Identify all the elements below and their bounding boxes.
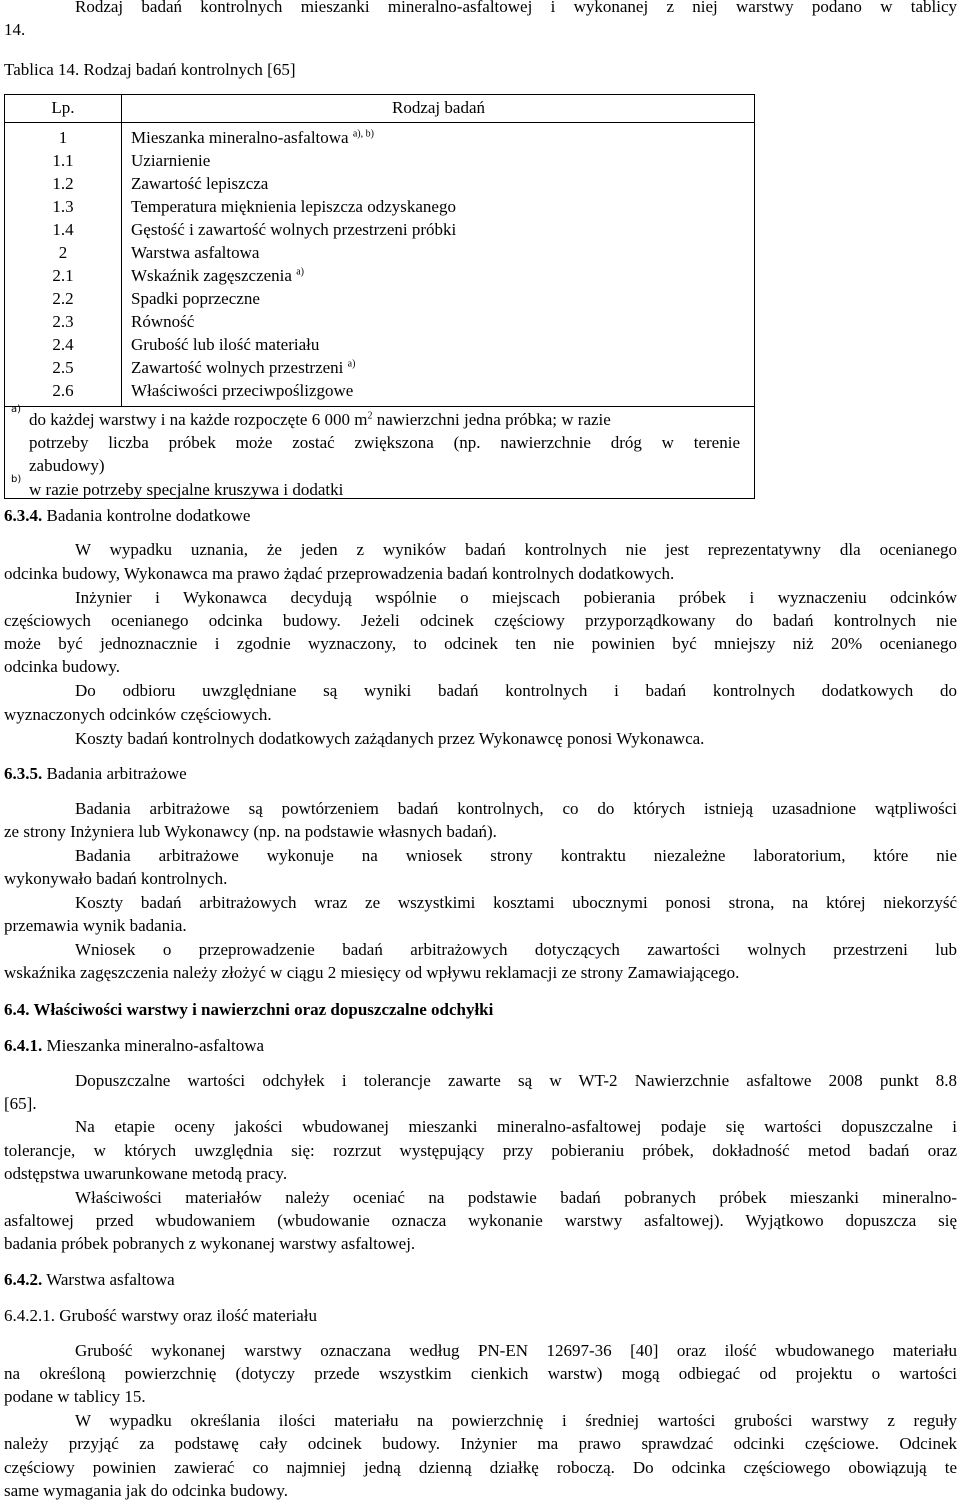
s641-p3-line-1: Właściwości materiałów należy oceniać na podstawie badań pobranych próbek mieszanki mineralno- bbox=[75, 1188, 957, 1207]
table-row-footnote-mark: a) bbox=[296, 266, 304, 278]
table-row-test-name bbox=[131, 335, 319, 355]
table-row-lp: 2.3 bbox=[52, 312, 74, 331]
s642-p2-line-4: same wymagania jak do odcinka budowy. bbox=[4, 1481, 289, 1500]
note-b-mark: b) bbox=[11, 474, 22, 485]
table-caption: Tablica 14. Rodzaj badań kontrolnych [65] bbox=[4, 60, 296, 79]
section-6-3-5-heading: 6.3.5. Badania arbitrażowe bbox=[4, 764, 187, 783]
table-row-test-name bbox=[131, 243, 259, 263]
s642-p1-line-2: na określoną powierzchnię (dotyczy przede wszystkim cienkich warstw) mogą odbiegać od projektu o wartości bbox=[4, 1364, 957, 1383]
s642-p2-line-1: W wypadku określania ilości materiału na powierzchnię i średniej wartości grubości warstwy z reguły bbox=[75, 1411, 957, 1430]
table-row-lp: 1.2 bbox=[52, 174, 74, 193]
s641-p2-line-2: tolerancje, w których uwzględnia się: rozrzut występujący przy pobieraniu próbek, dokładność metod badań oraz bbox=[4, 1141, 957, 1160]
s635-p4-line-2: wskaźnika zagęszczenia należy złożyć w ciągu 2 miesięcy od wpływu reklamacji ze strony Zamawiającego. bbox=[4, 963, 740, 982]
table-row-test-name-text: Grubość lub ilość materiału bbox=[131, 335, 320, 354]
table-column-divider bbox=[121, 95, 122, 406]
s641-p2-line-3: odstępstwa uwarunkowane metodą pracy. bbox=[4, 1164, 288, 1183]
s635-p4-line-1: Wniosek o przeprowadzenie badań arbitrażowych dotyczących zawartości wolnych przestrzeni lub bbox=[75, 940, 957, 959]
table-row-test-name-text: Spadki poprzeczne bbox=[131, 289, 260, 308]
table-row-test-name-text: Temperatura mięknienia lepiszcza odzyskanego bbox=[131, 197, 456, 216]
s642-p1-line-3: podane w tablicy 15. bbox=[4, 1387, 146, 1406]
section-6-4-heading: 6.4. Właściwości warstwy i nawierzchni oraz dopuszczalne odchyłki bbox=[4, 1000, 494, 1019]
table-row-footnote-mark: a) bbox=[347, 358, 356, 370]
s642-p2-line-2: należy przyjąć za podstawę cały odcinek budowy. Inżynier ma prawo sprawdzać odcinki częściowe. Odcinek bbox=[4, 1434, 957, 1453]
s641-p1-line-1: Dopuszczalne wartości odchyłek i tolerancje zawarte są w WT-2 Nawierzchnie asfaltowe 2008 punkt 8.8 bbox=[75, 1071, 957, 1090]
section-6-4-2-1-heading: 6.4.2.1. Grubość warstwy oraz ilość materiału bbox=[4, 1306, 317, 1325]
s635-p3-line-2: przemawia wynik badania. bbox=[4, 916, 187, 935]
s634-p3-line-2: wyznaczonych odcinków częściowych. bbox=[4, 705, 272, 724]
table-row-lp: 2.5 bbox=[52, 358, 74, 377]
s634-p2-line-1: Inżynier i Wykonawca decydują wspólnie o miejscach pobierania próbek i wyznaczeniu odcinków bbox=[75, 588, 957, 607]
s641-p3-line-2: asfaltowej przed wbudowaniem (wbudowanie oznacza wykonanie warstwy asfaltowej). Wyjątkowo dopuszcza się bbox=[4, 1211, 957, 1230]
intro-line-2: 14. bbox=[4, 20, 26, 39]
note-a-mark: a) bbox=[11, 404, 22, 415]
s641-p2-line-1: Na etapie oceny jakości wbudowanej mieszanki mineralno-asfaltowej podaje się wartości dopuszczalne i bbox=[75, 1117, 957, 1136]
table-row-test-name bbox=[131, 312, 194, 332]
s635-p3-line-1: Koszty badań arbitrażowych wraz ze wszystkimi kosztami ubocznymi ponosi strona, na której niekorzyść bbox=[75, 893, 957, 912]
table-row-test-name-text: Równość bbox=[131, 312, 195, 331]
table-row-lp: 2.4 bbox=[52, 335, 74, 354]
table-row-lp: 2.2 bbox=[52, 289, 74, 308]
s634-p2-line-2: częściowych ocenianego odcinka budowy. Jeżeli odcinek częściowy przyporządkowany do badań kontrolnych nie bbox=[4, 611, 957, 630]
table-row-test-name bbox=[131, 289, 260, 309]
table-row-test-name-text: Mieszanka mineralno-asfaltowa bbox=[131, 128, 349, 147]
header-test-type: Rodzaj badań bbox=[392, 98, 485, 117]
table-row-test-name-text: Właściwości przeciwpoślizgowe bbox=[131, 381, 354, 400]
s634-p3-line-1: Do odbioru uwzględniane są wyniki badań kontrolnych i badań kontrolnych dodatkowych do bbox=[75, 681, 957, 700]
table-row-lp: 2 bbox=[58, 243, 68, 262]
table-row-test-name-text: Warstwa asfaltowa bbox=[131, 243, 260, 262]
table-row-lp: 1 bbox=[58, 128, 68, 147]
s634-p2-line-4: odcinka budowy. bbox=[4, 657, 120, 676]
section-6-3-4-heading: 6.3.4. Badania kontrolne dodatkowe bbox=[4, 506, 251, 525]
s635-p2-line-2: wykonywało badań kontrolnych. bbox=[4, 869, 228, 888]
s635-p1-line-1: Badania arbitrażowe są powtórzeniem badań kontrolnych, co do których istnieją uzasadnione wątpliwości bbox=[75, 799, 957, 818]
table-row-test-name-text: Zawartość lepiszcza bbox=[131, 174, 269, 193]
s634-p2-line-3: może być jednoznacznie i zgodnie wyznaczony, to odcinek ten nie powinien być mniejszy niż 20% ocenianego bbox=[4, 634, 957, 653]
table-row-lp: 1.4 bbox=[52, 220, 74, 239]
table-row-test-name-text: Uziarnienie bbox=[131, 151, 211, 170]
s641-p3-line-3: badania próbek pobranych z wykonanej warstwy asfaltowej. bbox=[4, 1234, 416, 1253]
s642-p1-line-1: Grubość wykonanej warstwy oznaczana według PN-EN 12697-36 [40] oraz ilość wbudowanego materiału bbox=[75, 1341, 957, 1360]
section-6-4-2-heading: 6.4.2. Warstwa asfaltowa bbox=[4, 1270, 175, 1289]
s634-p1-line-1: W wypadku uznania, że jeden z wyników badań kontrolnych nie jest reprezentatywny dla ocenianego bbox=[75, 540, 957, 559]
table-header-divider bbox=[5, 122, 754, 123]
s635-p2-line-1: Badania arbitrażowe wykonuje na wniosek strony kontraktu niezależne laboratorium, które nie bbox=[75, 846, 957, 865]
header-lp: Lp. bbox=[51, 98, 75, 117]
intro-line-1: Rodzaj badań kontrolnych mieszanki mineralno-asfaltowej i wykonanej z niej warstwy podano w tablicy bbox=[75, 0, 957, 16]
s635-p1-line-2: ze strony Inżyniera lub Wykonawcy (np. na podstawie własnych badań). bbox=[4, 822, 497, 841]
table-row-test-name bbox=[131, 151, 210, 171]
table-row-test-name bbox=[131, 358, 355, 378]
table-row-test-name bbox=[131, 197, 456, 217]
note-b-text: w razie potrzeby specjalne kruszywa i dodatki bbox=[29, 480, 344, 499]
s634-p1-line-2: odcinka budowy, Wykonawca ma prawo żądać przeprowadzenia badań kontrolnych dodatkowych. bbox=[4, 564, 675, 583]
table-row-test-name-text: Gęstość i zawartość wolnych przestrzeni próbki bbox=[131, 220, 457, 239]
table-notes-divider bbox=[5, 406, 754, 407]
table-row-test-name bbox=[131, 128, 374, 148]
table-row-lp: 2.1 bbox=[52, 266, 74, 285]
s634-p4-line-1: Koszty badań kontrolnych dodatkowych zażądanych przez Wykonawcę ponosi Wykonawca. bbox=[75, 729, 705, 748]
table-row-test-name bbox=[131, 174, 268, 194]
table-row-test-name bbox=[131, 266, 304, 286]
table-row-test-name-text: Wskaźnik zagęszczenia bbox=[131, 266, 292, 285]
s642-p2-line-3: częściowy powinien zawierać co najmniej jedną dzienną działkę roboczą. Do odcinka częściowego obowiązują te bbox=[4, 1458, 957, 1477]
s641-p1-line-2: [65]. bbox=[4, 1094, 37, 1113]
table-row-test-name-text: Zawartość wolnych przestrzeni bbox=[131, 358, 344, 377]
note-a-line-1: do każdej warstwy i na każde rozpoczęte 6 000 $m^2$ nawierzchni jedna próbka; w razie bbox=[29, 410, 611, 429]
table-row-lp: 1.3 bbox=[52, 197, 74, 216]
control-tests-table bbox=[4, 94, 755, 499]
table-row-test-name bbox=[131, 220, 456, 240]
table-row-footnote-mark: a), b) bbox=[352, 128, 374, 140]
table-row-lp: 2.6 bbox=[52, 381, 74, 400]
note-a-line-2: potrzeby liczba próbek może zostać zwiększona (np. nawierzchnie dróg w terenie bbox=[29, 433, 740, 452]
table-row-test-name bbox=[131, 381, 353, 401]
table-row-lp: 1.1 bbox=[52, 151, 74, 170]
note-a-line-3: zabudowy) bbox=[29, 456, 105, 475]
section-6-4-1-heading: 6.4.1. Mieszanka mineralno-asfaltowa bbox=[4, 1036, 265, 1055]
